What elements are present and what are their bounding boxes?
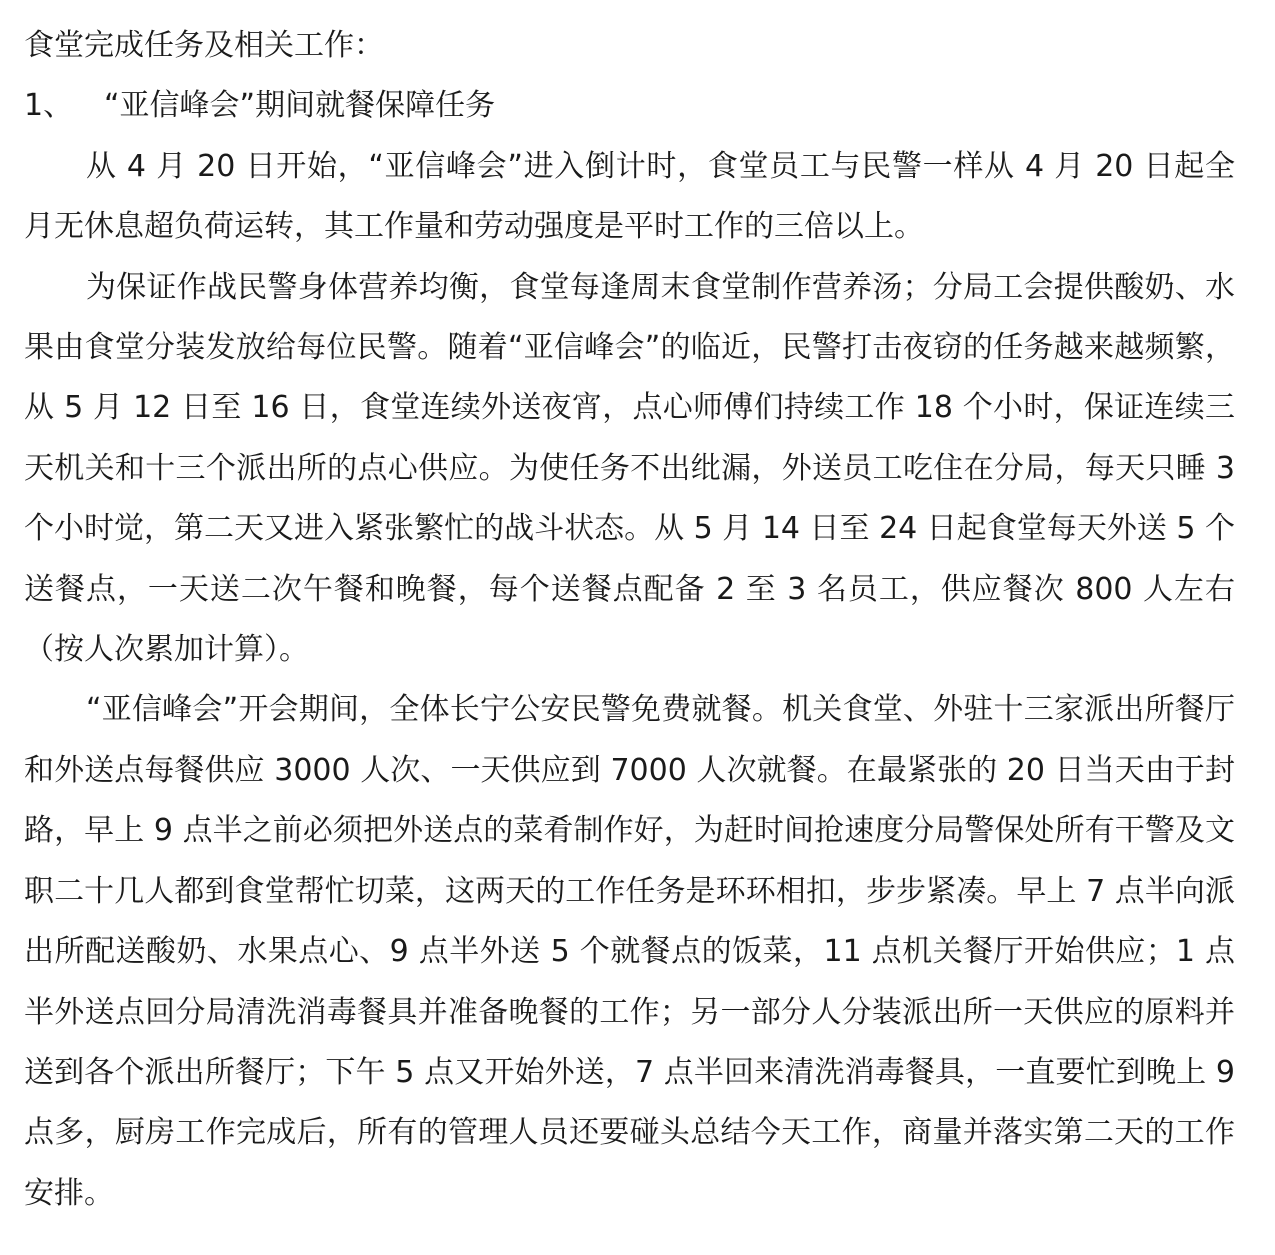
paragraph-nutrition-and-delivery: 为保证作战民警身体营养均衡，食堂每逢周末食堂制作营养汤；分局工会提供酸奶、水果由食堂分装发放给每位民警。随着“亚信峰会”的临近，民警打击夜窃的任务越来越频繁，从 5 月 12 日至 16 日，食堂连续外送夜宵，点心师傅们持续工作 18 个小时，保证连续三天机关和十三个派出所的点心供应。为使任务不出纰漏，外送员工吃住在分局，每天只睡 3 个小时觉，第二天又进入紧张繁忙的战斗状态。从 5 月 14 日至 24 日起食堂每天外送 5 个送餐点，一天送二次午餐和晚餐，每个送餐点配备 2 至 3 名员工，供应餐次 800 人左右（按人次累加计算）。: [24, 269, 1235, 668]
paragraph-countdown: 从 4 月 20 日开始，“亚信峰会”进入倒计时，食堂员工与民警一样从 4 月 20 日起全月无休息超负荷运转，其工作量和劳动强度是平时工作的三倍以上。: [24, 148, 1235, 245]
section-heading: [24, 76, 1235, 136]
section-number: 1、: [24, 88, 74, 124]
paragraph-summit-meal-service: “亚信峰会”开会期间，全体长宁公安民警免费就餐。机关食堂、外驻十三家派出所餐厅和外送点每餐供应 3000 人次、一天供应到 7000 人次就餐。在最紧张的 20 日当天由于封路，早上 9 点半之前必须把外送点的菜肴制作好，为赶时间抢速度分局警保处所有干警及文职二十几人都到食堂帮忙切菜，这两天的工作任务是环环相扣，步步紧凑。早上 7 点半向派出所配送酸奶、水果点心、9 点半外送 5 个就餐点的饭菜，11 点机关餐厅开始供应；1 点半外送点回分局清洗消毒餐具并准备晚餐的工作；另一部分人分装派出所一天供应的原料并送到各个派出所餐厅；下午 5 点又开始外送，7 点半回来清洗消毒餐具，一直要忙到晚上 9 点多，厨房工作完成后，所有的管理人员还要碰头总结今天工作，商量并落实第二天的工作安排。: [24, 692, 1235, 1211]
document-title: 食堂完成任务及相关工作：: [24, 28, 384, 63]
section-title: “亚信峰会”期间就餐保障任务: [104, 88, 496, 124]
